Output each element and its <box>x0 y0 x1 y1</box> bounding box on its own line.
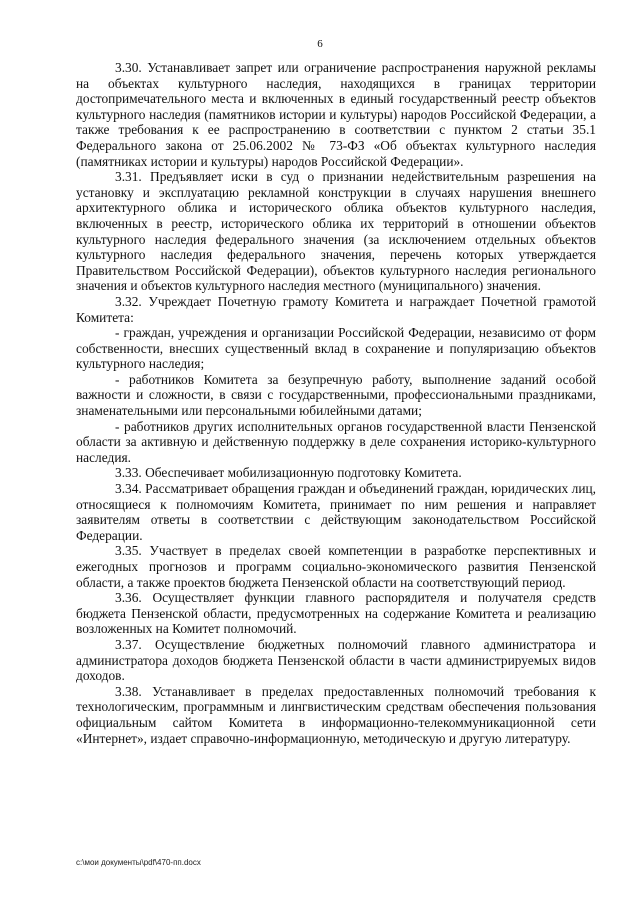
paragraph-3-38: 3.38. Устанавливает в пределах предоставленных полномочий требования к технологическим, программным и лингвистическим средствам обеспечения пользования официальным сайтом Комитета в информационно-телекоммуникационной сети «Интернет», издает справочно-информационную, методическую и другую литературу. <box>76 683 596 746</box>
list-item-committee-workers: - работников Комитета за безупречную работу, выполнение заданий особой важности и сложности, в связи с государственными, профессиональными праздниками, знаменательными или персональными юбилейными датами; <box>76 371 596 419</box>
paragraph-3-32: 3.32. Учреждает Почетную грамоту Комитета и награждает Почетной грамотой Комитета: <box>76 293 596 325</box>
paragraph-3-30: 3.30. Устанавливает запрет или ограничение распространения наружной рекламы на объектах культурного наследия, находящихся в границах территории достопримечательного места и включенных в единый государственный реестр объектов культурного наследия (памятников истории и культуры) народов Российской Федерации, а также требования к ее распространению в соответствии с пунктом 2 статьи 35.1 Федерального закона от 25.06.2002 № 73-ФЗ «Об объектах культурного наследия (памятниках истории и культуры) народов Российской Федерации». <box>76 60 596 169</box>
footer-file-path: c:\мои документы\pdf\470-пп.docx <box>76 858 201 867</box>
paragraph-3-34: 3.34. Рассматривает обращения граждан и объединений граждан, юридических лиц, относящиеся к полномочиям Комитета, принимает по ним решения и направляет заявителям ответы в соответствии с действующим законодательством Российской Федерации. <box>76 481 596 543</box>
list-item-other-workers: - работников других исполнительных органов государственной власти Пензенской области за активную и действенную поддержку в деле сохранения историко-культурного наследия. <box>76 418 596 465</box>
document-body <box>76 60 596 746</box>
paragraph-3-31: 3.31. Предъявляет иски в суд о признании недействительным разрешения на установку и эксплуатацию рекламной конструкции в случаях нарушения внешнего архитектурного облика и исторического облика объектов культурного наследия, включенных в реестр, исторического облика их территорий в отношении объектов культурного наследия федерального значения (за исключением отдельных объектов культурного наследия федерального значения, перечень которых утверждается Правительством Российской Федерации), объектов культурного наследия регионального значения и объектов культурного наследия местного (муниципального) значения. <box>76 169 596 294</box>
paragraph-3-37: 3.37. Осуществление бюджетных полномочий главного администратора и администратора доходов бюджета Пензенской области в части администрируемых видов доходов. <box>76 636 596 684</box>
paragraph-3-36: 3.36. Осуществляет функции главного распорядителя и получателя средств бюджета Пензенской области, предусмотренных на содержание Комитета и реализацию возложенных на Комитет полномочий. <box>76 590 596 637</box>
paragraph-3-33: 3.33. Обеспечивает мобилизационную подготовку Комитета. <box>115 465 462 481</box>
paragraph-3-35: 3.35. Участвует в пределах своей компетенции в разработке перспективных и ежегодных прогнозов и программ социально-экономического развития Пензенской области, а также проектов бюджета Пензенской области на соответствующий период. <box>76 543 596 590</box>
list-item-citizens: - граждан, учреждения и организации Российской Федерации, независимо от форм собственности, внесших существенный вклад в сохранение и популяризацию объектов культурного наследия; <box>76 325 596 372</box>
page-number: 6 <box>317 38 323 50</box>
